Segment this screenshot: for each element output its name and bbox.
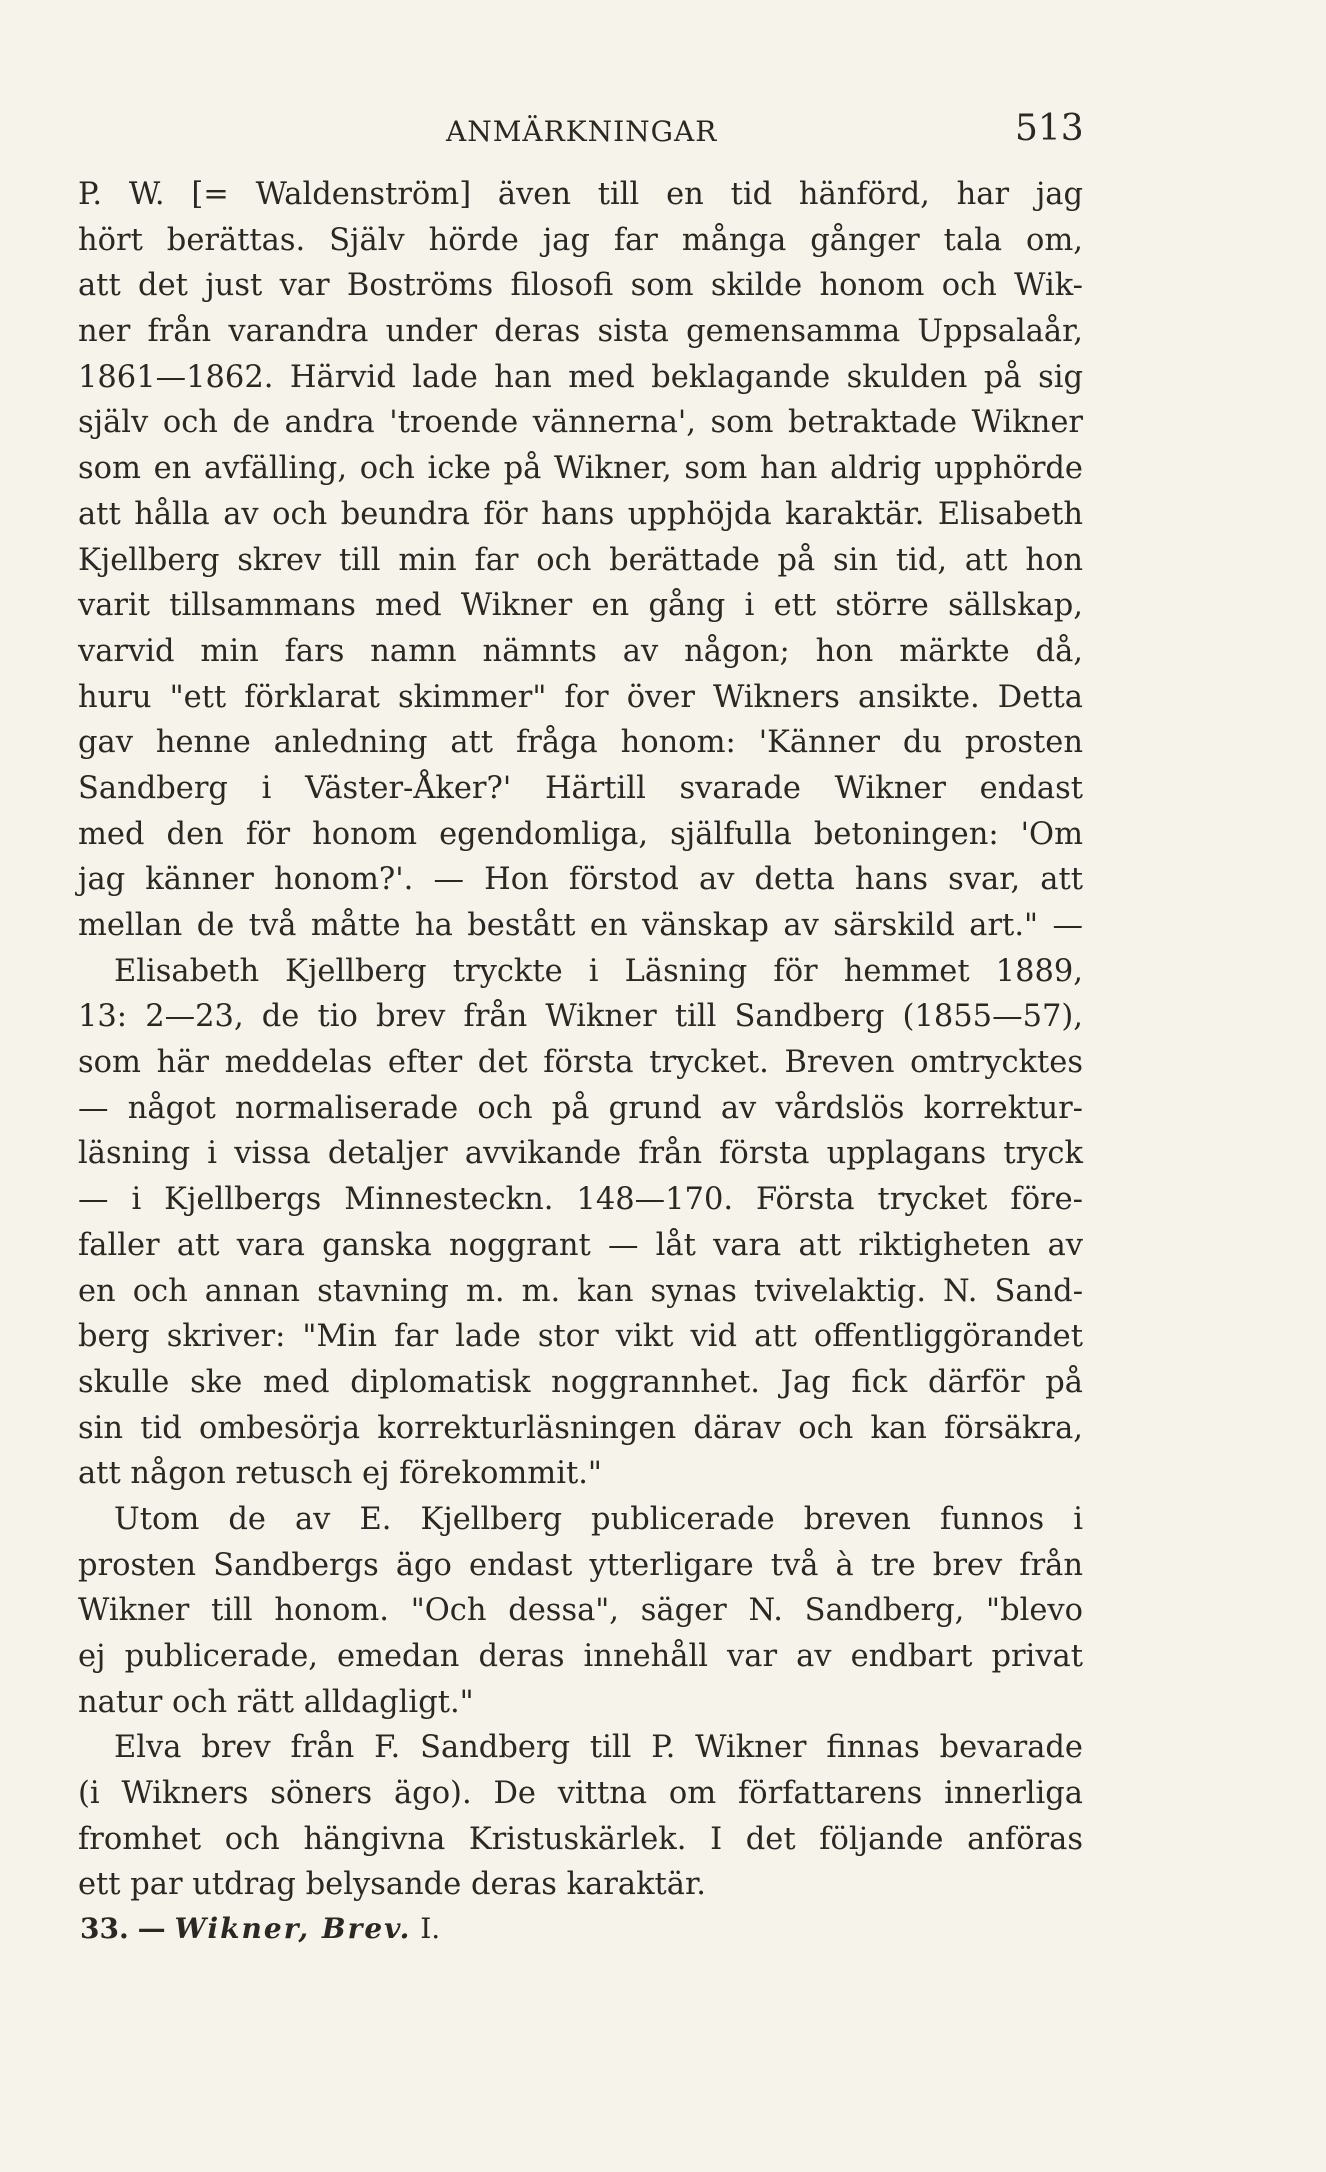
text-line: jag känner honom?'. — Hon förstod av detta hans svar, att [78,862,1083,898]
signature-volume: I. [420,1912,441,1945]
text-line: att hålla av och beundra för hans upphöjda karaktär. Elisabeth [78,496,1083,532]
text-line: Kjellberg skrev till min far och berättade på sin tid, att hon [78,542,1083,578]
text-line: att det just var Boströms filosofi som skilde honom och Wik- [78,268,1083,304]
page-number: 513 [1015,108,1084,149]
body-text [78,172,1083,1908]
text-line: som en avfälling, och icke på Wikner, som han aldrig upphörde [78,451,1083,487]
text-line: själv och de andra 'troende vännerna', som betraktade Wikner [78,405,1083,441]
text-line: Wikner till honom. "Och dessa", säger N. Sandberg, "blevo [78,1593,1083,1629]
signature-dash: — [137,1912,166,1945]
text-line: ett par utdrag belysande deras karaktär. [78,1867,706,1903]
text-line: Sandberg i Väster-Åker?' Härtill svarade Wikner endast [78,770,1083,806]
text-line: ner från varandra under deras sista gemensamma Uppsalaår, [78,314,1083,350]
text-line: mellan de två måtte ha bestått en vänskap av särskild art." — [78,908,1083,943]
text-line: P. W. [= Waldenström] även till en tid hänförd, har jag [78,177,1083,212]
text-line: med den för honom egendomliga, själfulla betoningen: 'Om [78,816,1083,852]
text-line: 13: 2—23, de tio brev från Wikner till Sandberg (1855—57), [78,999,1083,1035]
text-line: skulle ske med diplomatisk noggrannhet. Jag fick därför på [78,1364,1083,1400]
text-line: prosten Sandbergs ägo endast ytterligare två à tre brev från [78,1547,1083,1583]
text-line: sin tid ombesörja korrekturläsningen därav och kan försäkra, [78,1410,1083,1446]
text-line: gav henne anledning att fråga honom: 'Känner du prosten [78,725,1083,761]
text-line: (i Wikners söners ägo). De vittna om författarens innerliga [78,1776,1083,1812]
signature-title: Wikner, Brev. [174,1912,412,1945]
text-line: en och annan stavning m. m. kan synas tvivelaktig. N. Sand- [78,1273,1083,1309]
text-line: varvid min fars namn nämnts av någon; hon märkte då, [78,633,1083,669]
text-line: — i Kjellbergs Minnesteckn. 148—170. Första trycket före- [78,1182,1083,1218]
text-line: Utom de av E. Kjellberg publicerade breven funnos i [114,1501,1083,1537]
text-line: som här meddelas efter det första trycket. Breven omtrycktes [78,1045,1083,1081]
text-line: Elva brev från F. Sandberg till P. Wikner finnas bevarade [114,1730,1083,1766]
text-line: faller att vara ganska noggrant — låt vara att riktigheten av [78,1227,1083,1263]
text-line: natur och rätt alldagligt." [78,1684,474,1720]
text-line: läsning i vissa detaljer avvikande från första upplagans tryck [78,1136,1083,1172]
printer-signature [80,1912,440,1945]
signature-number: 33. [80,1912,129,1945]
text-line: Elisabeth Kjellberg tryckte i Läsning för hemmet 1889, [114,953,1083,989]
text-line: att någon retusch ej förekommit." [78,1456,602,1492]
text-line: varit tillsammans med Wikner en gång i ett större sällskap, [78,588,1083,624]
text-line: hört berättas. Själv hörde jag far många gånger tala om, [78,222,1083,258]
text-line: huru "ett förklarat skimmer" for över Wikners ansikte. Detta [78,679,1083,715]
text-line: fromhet och hängivna Kristuskärlek. I det följande anföras [78,1821,1083,1857]
text-line: berg skriver: "Min far lade stor vikt vid att offentliggörandet [78,1319,1083,1355]
text-line: 1861—1862. Härvid lade han med beklagande skulden på sig [78,359,1083,395]
text-line: ej publicerade, emedan deras innehåll var av endbart privat [78,1639,1083,1674]
running-head: ANMÄRKNINGAR [446,115,718,148]
text-line: — något normaliserade och på grund av vårdslös korrektur- [78,1090,1083,1126]
